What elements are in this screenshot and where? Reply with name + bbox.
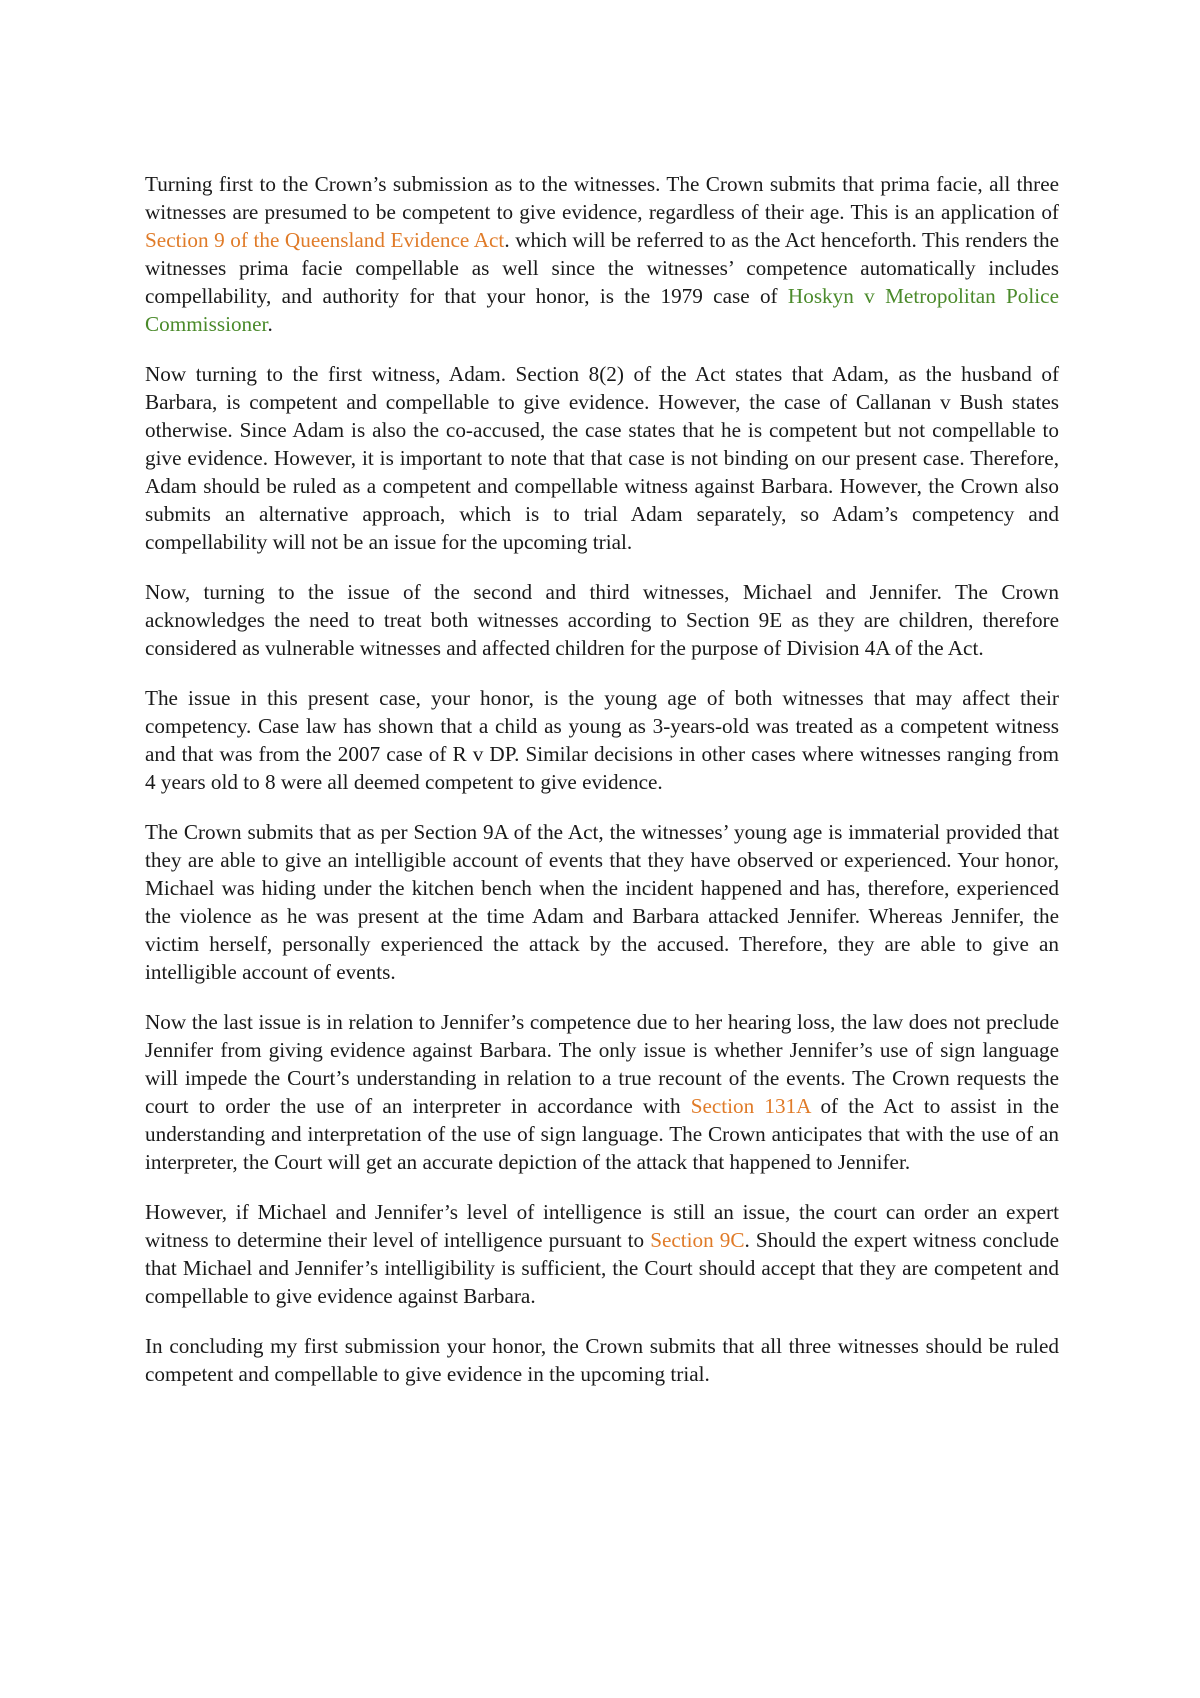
paragraph-first-witness-adam xyxy=(145,360,1059,556)
text-segment: Now turning to the first witness, Adam. Section 8(2) of the Act states that Adam, as the husband of Barbara, is competent and compellable to give evidence. However, the case of Callanan v Bush states otherwise. Since Adam is also the co-accused, the case states that he is competent but not compellable to give evidence. However, it is important to note that that case is not binding on our present case. Therefore, Adam should be ruled as a competent and compellable witness against Barbara. However, the Crown also submits an alternative approach, which is to trial Adam separately, so Adam’s competency and compellability will not be an issue for the upcoming trial. xyxy=(145,362,1059,554)
paragraph-witnesses-intro xyxy=(145,170,1059,338)
reference-section-9-evidence-act: Section 9 of the Queensland Evidence Act xyxy=(145,228,505,252)
paragraph-section-9a xyxy=(145,818,1059,986)
reference-section-131a: Section 131A xyxy=(690,1094,811,1118)
text-segment: The Crown submits that as per Section 9A of the Act, the witnesses’ young age is immaterial provided that they are able to give an intelligible account of events that they have observed or experienced. Your honor, Michael was hiding under the kitchen bench when the incident happened and has, therefore, experienced the violence as he was present at the time Adam and Barbara attacked Jennifer. Whereas Jennifer, the victim herself, personally experienced the attack by the accused. Therefore, they are able to give an intelligible account of events. xyxy=(145,820,1059,984)
document-page xyxy=(145,170,1059,1410)
text-segment: . Should the expert witness conclude that Michael and Jennifer’s intelligibility is sufficient, the Court should accept that they are competent and compellable to give evidence against Barbara. xyxy=(145,1228,1060,1308)
text-segment: However, if Michael and Jennifer’s level of intelligence is still an issue, the court can order an expert witness to determine their level of intelligence pursuant to xyxy=(145,1200,1059,1252)
text-segment: Now the last issue is in relation to Jennifer’s competence due to her hearing loss, the law does not preclude Jennifer from giving evidence against Barbara. The only issue is whether Jennifer’s use of sign language will impede the Court’s understanding in relation to a true recount of the events. The Crown requests the court to order the use of an interpreter in accordance with xyxy=(145,1010,1059,1118)
paragraph-expert-witness xyxy=(145,1198,1059,1310)
text-segment: Now, turning to the issue of the second and third witnesses, Michael and Jennifer. The Crown acknowledges the need to treat both witnesses according to Section 9E as they are children, therefore considered as vulnerable witnesses and affected children for the purpose of Division 4A of the Act. xyxy=(145,580,1059,660)
reference-section-9c: Section 9C xyxy=(650,1228,745,1252)
text-segment: Turning first to the Crown’s submission as to the witnesses. The Crown submits that prima facie, all three witnesses are presumed to be competent to give evidence, regardless of their age. This is an application of xyxy=(145,172,1059,224)
paragraph-hearing-loss xyxy=(145,1008,1059,1176)
text-segment: of the Act to assist in the understanding and interpretation of the use of sign language. The Crown anticipates that with the use of an interpreter, the Court will get an accurate depiction of the attack that happened to Jennifer. xyxy=(145,1094,1059,1174)
text-segment: The issue in this present case, your honor, is the young age of both witnesses that may affect their competency. Case law has shown that a child as young as 3-years-old was treated as a competent witness and that was from the 2007 case of R v DP. Similar decisions in other cases where witnesses ranging from 4 years old to 8 were all deemed competent to give evidence. xyxy=(145,686,1059,794)
text-segment: In concluding my first submission your honor, the Crown submits that all three witnesses should be ruled competent and compellable to give evidence in the upcoming trial. xyxy=(145,1334,1059,1386)
paragraph-conclusion xyxy=(145,1332,1059,1388)
reference-hoskyn-case: Hoskyn v Metropolitan Police Commissioner xyxy=(145,284,1059,336)
paragraph-young-age-issue xyxy=(145,684,1059,796)
text-segment: . xyxy=(267,312,273,336)
paragraph-second-third-witnesses xyxy=(145,578,1059,662)
text-segment: . which will be referred to as the Act henceforth. This renders the witnesses prima facie compellable as well since the witnesses’ competence automatically includes compellability, and authority for that your honor, is the 1979 case of xyxy=(145,228,1059,308)
